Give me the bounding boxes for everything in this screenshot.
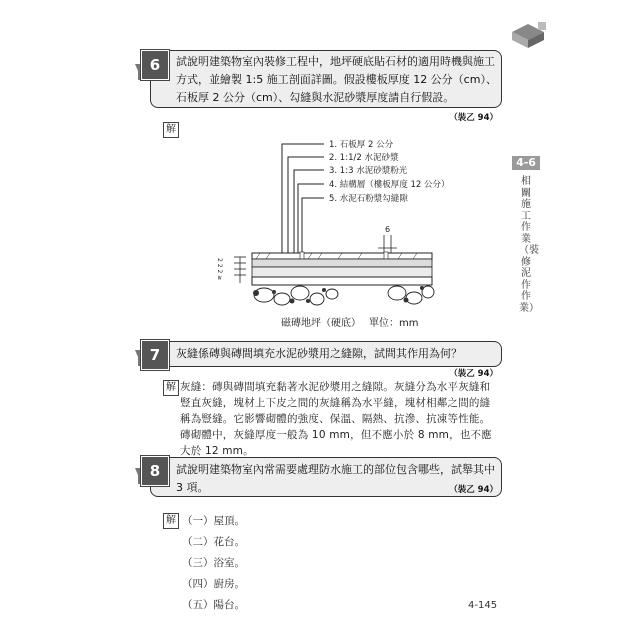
question-7-source: （裝乙 94） (449, 369, 498, 379)
question-6-source: （裝乙 94） (449, 113, 498, 123)
answer-label-7: 解 (163, 380, 179, 396)
answer-label-8: 解 (163, 513, 179, 529)
corner-deco-icon (508, 18, 552, 52)
question-6-text (176, 53, 498, 127)
question-6-body: 試說明建築物室內裝修工程中，地坪硬底貼石材的適用時機與施工方式，並繪製 1:5 施工剖面詳圖。假設樓板厚度 12 公分（cm）、石板厚 2 公分（cm）、勾縫與水泥砂漿厚度請自行假設。 (176, 55, 497, 104)
answer-8-item-4: （四）廚房。 (182, 578, 245, 590)
question-8-body: 試說明建築物室內常需要處理防水施工的部位包含哪些，試舉其中 3 項。 (176, 463, 495, 494)
diagram-unit: 單位：mm (369, 318, 419, 329)
question-7-number: 7 (141, 340, 169, 370)
answer-label-6: 解 (163, 122, 179, 138)
answer-8-item-5: （五）陽台。 (182, 599, 245, 611)
floor-section-diagram (212, 135, 442, 310)
answer-8-item-3: （三）浴室。 (182, 557, 245, 569)
question-6-number: 6 (141, 50, 169, 80)
question-8-number: 8 (141, 456, 169, 486)
question-8-text (176, 461, 498, 499)
diagram-dimension-top: 6 (385, 225, 391, 234)
page-number: 4-145 (468, 600, 498, 611)
answer-8-item-1: （一）屋頂。 (182, 515, 245, 527)
diagram-dimension-left: 2 2 2 ≥ (216, 258, 223, 281)
question-7-body: 灰縫係磚與磚間填充水泥砂漿用之縫隙，試問其作用為何？ (176, 347, 462, 360)
diagram-label-3: 3. 1:3 水泥砂漿粉光 (329, 166, 408, 176)
diagram-caption: 磁磚地坪（硬底） (281, 318, 361, 329)
diagram-label-5: 5. 水泥石粉漿勾縫隙 (329, 194, 408, 204)
answer-8-item-2: （二）花台。 (182, 536, 245, 548)
question-8-source: （裝乙 94） (449, 485, 498, 495)
diagram-label-4: 4. 結構層（樓板厚度 12 公分） (329, 180, 450, 190)
diagram-label-2: 2. 1:1/2 水泥砂漿 (329, 153, 399, 163)
section-title-vertical: 相關施工作業（裝修泥作作業） (519, 176, 539, 314)
diagram-label-1: 1. 石板厚 2 公分 (329, 140, 394, 150)
section-tab: 4-6 (512, 156, 540, 170)
answer-7-text: 灰縫：磚與磚間填充黏著水泥砂漿用之縫隙。灰縫分為水平灰縫和豎直灰縫，塊材上下皮之間的灰縫稱為水平縫，塊材相鄰之間的縫稱為豎縫。它影響砌體的強度、保溫、隔熱、抗滲、抗凍等性能。磚砌體中，灰縫厚度一般為 10 mm，但不應小於 8 mm，也不應大於 12 mm。 (180, 381, 492, 457)
question-7-text (176, 345, 498, 383)
